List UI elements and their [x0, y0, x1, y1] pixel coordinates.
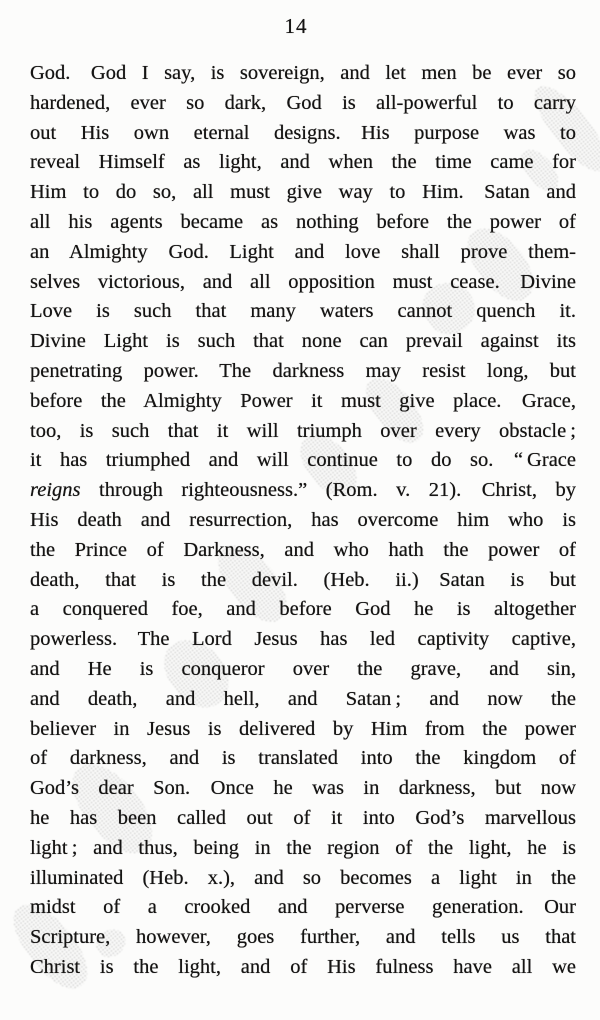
- text-line: believer in Jesus is delivered by Him from the power: [30, 717, 576, 740]
- text-line: the Prince of Darkness, and who hath the power of: [30, 538, 576, 561]
- text-line: a conquered foe, and before God he is altogether: [30, 598, 576, 621]
- text-line: Divine Light is such that none can prevail against its: [30, 330, 576, 353]
- text-line: before the Almighty Power it must give place. Grace,: [30, 389, 576, 412]
- text-line: midst of a crooked and perverse generation. Our: [30, 896, 576, 919]
- text-line-rest: through righteousness.” (Rom. v. 21). Christ, by: [80, 479, 576, 502]
- text-line: [30, 476, 576, 506]
- text-line: an Almighty God. Light and love shall prove them-: [30, 240, 576, 263]
- text-line: powerless. The Lord Jesus has led captivity captive,: [30, 628, 576, 651]
- text-line: His death and resurrection, has overcome him who is: [30, 508, 576, 531]
- text-line: of darkness, and is translated into the kingdom of: [30, 747, 576, 770]
- text-line: penetrating power. The darkness may resist long, but: [30, 359, 576, 382]
- text-line: God’s dear Son. Once he was in darkness, but now: [30, 777, 576, 800]
- text-line: reveal Himself as light, and when the time came for: [30, 151, 576, 174]
- page-number: 14: [284, 14, 308, 38]
- scripture-quote-italic: reigns: [30, 479, 81, 502]
- text-line: light ; and thus, being in the region of the light, he is: [30, 836, 576, 859]
- text-line: he has been called out of it into God’s marvellous: [30, 806, 576, 829]
- text-line: out His own eternal designs. His purpose was to: [30, 121, 576, 144]
- text-line: it has triumphed and will continue to do so. “ Grace: [30, 449, 576, 472]
- text-line: selves victorious, and all opposition must cease. Divine: [30, 270, 576, 293]
- text-line: Him to do so, all must give way to Him. Satan and: [30, 181, 576, 204]
- text-line: Love is such that many waters cannot quench it.: [30, 300, 576, 323]
- text-line: Christ is the light, and of His fulness have all we: [30, 955, 576, 978]
- text-line: all his agents became as nothing before the power of: [30, 210, 576, 233]
- text-line: too, is such that it will triumph over every obstacle ;: [30, 419, 576, 442]
- text-line: illuminated (Heb. x.), and so becomes a light in the: [30, 866, 576, 889]
- text-line: Scripture, however, goes further, and tells us that: [30, 926, 576, 949]
- page-body: [30, 59, 576, 983]
- text-line: and He is conqueror over the grave, and sin,: [30, 657, 576, 680]
- text-line: death, that is the devil. (Heb. ii.) Satan is but: [30, 568, 576, 591]
- text-line: God. God I say, is sovereign, and let men be ever so: [30, 62, 576, 84]
- text-line: hardened, ever so dark, God is all-powerful to carry: [30, 91, 576, 114]
- text-line: and death, and hell, and Satan ; and now the: [30, 687, 576, 710]
